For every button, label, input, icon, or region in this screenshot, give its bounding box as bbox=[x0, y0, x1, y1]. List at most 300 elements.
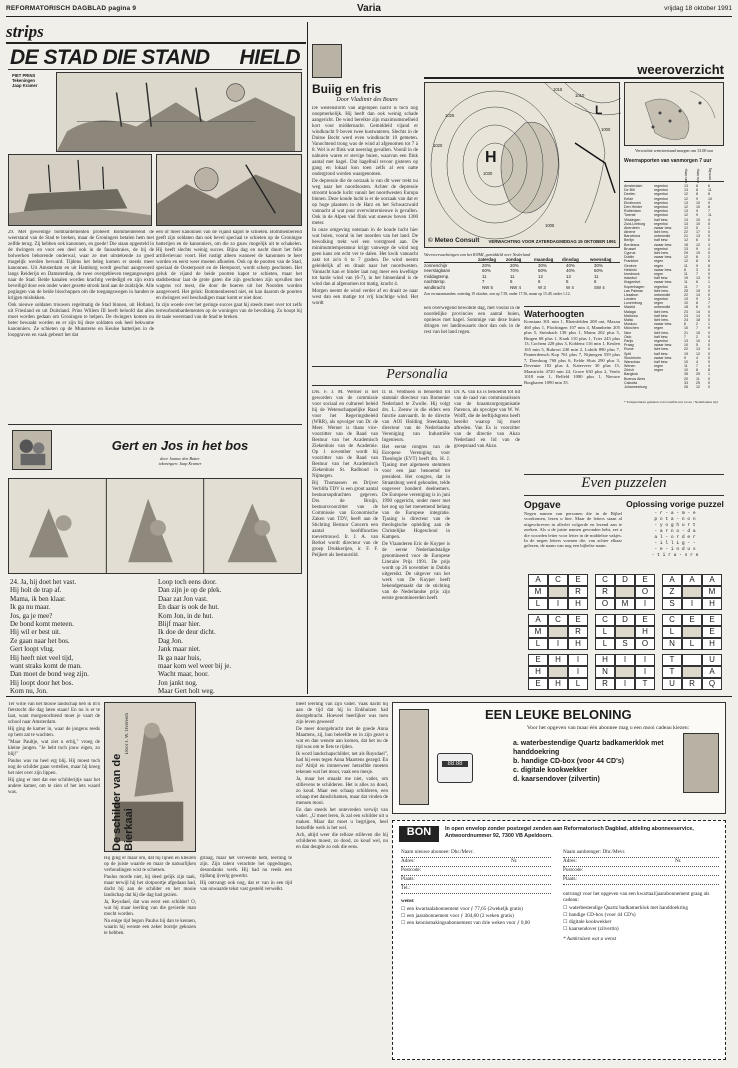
gert-logo-illustration bbox=[12, 430, 52, 470]
europe-cell-place: Praag bbox=[624, 343, 634, 348]
checkbox-icon[interactable]: ☐ bbox=[401, 920, 406, 926]
oplossing-line: - a r n o - d a bbox=[654, 529, 696, 534]
gift-option-snuffer[interactable]: ☐ kaarsendover (zilvertin) bbox=[563, 926, 619, 932]
coupon-referrer bbox=[563, 849, 719, 942]
puzzle-letter-cell: H bbox=[595, 654, 615, 666]
europe-cell-rain: 0 bbox=[708, 288, 710, 293]
puzzle-block bbox=[595, 574, 655, 610]
europe-cell-max: 13 bbox=[684, 188, 688, 193]
europe-cell-rain: 0 bbox=[708, 376, 710, 381]
europe-cell-min: 9 bbox=[696, 263, 698, 268]
puzzle-letter-cell: U bbox=[662, 678, 682, 690]
puzzle-letter-cell: A bbox=[702, 574, 722, 586]
europe-cell-rain: 1 bbox=[708, 280, 710, 285]
divider bbox=[8, 424, 302, 425]
personalia-title: Personalia bbox=[386, 367, 448, 382]
sun-moon-info: Zon en maanstanden: zaterdag 19 oktober, zon op 7.58, onder 17.56, maan op 15.48, onder 1.12. bbox=[424, 291, 571, 296]
europe-cell-weather: regen bbox=[654, 364, 664, 369]
puzzle-letter-cell: I bbox=[682, 598, 702, 610]
europe-cell-min: 14 bbox=[696, 292, 700, 297]
header-date: vrijdag 18 oktober 1991 bbox=[664, 5, 732, 12]
puzzle-answer-cell[interactable] bbox=[615, 666, 635, 678]
knmi-forecast bbox=[424, 252, 620, 297]
europe-cell-rain: 0 bbox=[708, 334, 710, 339]
story-col-1: Ter wille van het mooie landschap heb ik m'n fietstocht die dag laten staan! En nu is er te laat, want morgenochtend moet je vaart de school naar Amsterdam. Hij ging de kamer in, waar de jongens reeds op hem zat te wachten. "Maar Paultje, wat ziet u erbij," vroeg de kleine jongen. "Je hebt toch jouw eigen, zo blij!" Paulus was nu heel erg blij. Hij moest toch nog de schilder gaan vertellen, maar hij kreeg het niet over zijn lippen. Hij ging er met dat ene schilderijtje naar het andere kamer, om te zien of het iets waard was. bbox=[8, 702, 100, 795]
knmi-cell: 12 bbox=[566, 273, 571, 279]
europe-cell-max: 12 bbox=[684, 192, 688, 197]
header-section: Varia bbox=[357, 3, 381, 14]
europe-cell-place: Londen bbox=[624, 297, 636, 302]
checkbox-icon[interactable]: ☐ bbox=[563, 926, 568, 932]
puzzle-block bbox=[528, 654, 588, 690]
europe-cell-weather: onbewolkt bbox=[654, 234, 671, 239]
kitchen-timer-image bbox=[437, 753, 473, 783]
europe-cell-max: 12 bbox=[684, 238, 688, 243]
gert-author: door Joanne den Butter bbox=[160, 456, 200, 461]
europe-cell-place: Frankfort bbox=[624, 259, 639, 264]
europe-cell-rain: 8 bbox=[708, 192, 710, 197]
knmi-cell: 30% bbox=[538, 263, 547, 268]
option-kwartaal[interactable]: ☐ een kwartaalabonnement voor ƒ 77,65 (2wekeljk gratis) bbox=[401, 906, 523, 912]
europe-cell-max: 10 bbox=[684, 326, 688, 331]
puzzle-answer-cell[interactable] bbox=[682, 666, 702, 678]
europe-cell-min: 8 bbox=[696, 255, 698, 260]
europe-cell-rain: 4 bbox=[708, 217, 710, 222]
europe-cell-weather: licht bew. bbox=[654, 309, 669, 314]
europe-cell-weather: licht bew. bbox=[654, 288, 669, 293]
puzzle-letter-cell: R bbox=[595, 586, 615, 598]
puzzle-letter-cell: H bbox=[548, 654, 568, 666]
europe-cell-min: 8 bbox=[696, 192, 698, 197]
checkbox-icon[interactable]: ☐ bbox=[563, 912, 568, 918]
coupon-note: * Aankruisen wat u wenst bbox=[563, 936, 617, 942]
comic-title-bar bbox=[8, 46, 302, 70]
knmi-col-header: zondag bbox=[506, 257, 522, 262]
oplossing-line: - t i r a - s r e bbox=[651, 553, 699, 558]
story-col-4: bleef leerling van zijn vader. Vaak dacht hij aan de tijd dat hij in Enkhuizen had doorgebracht. Hoeveel heerlijker was toen zijn leven geweest! De meer doorgebracht met de goede Anna Maartens, zij, hun beleefde en in zijn gezet u wat en dan wenste aan komen, dat het nu de tijd was om te fiets te rijden. Ik word landschapschilder, net als Ruysdael", had hij eens tegen Anna Maartens gezegd. En nu? Altijd en immerweer hetzelfde moeten tekenen wat het mooi, vaak een mesje. Ja, maar het smaakt me niet, vader, om stillevens te schilderen. Het is alles zo dood, zo koud. Maar een schaap schilderen, een schaap met danslichamen, maar dat vinden de mensen mooi. En dan steeds het ontevreden verwijt van vader. ,,U moet leren, ik zal een schilder uit u maken. Maar dat moet u begrijpen, heel hetzelfde werk is het wel. Ach, altijd weer die telloze stilleven die hij schilderen moest, zo dood, zo koud wel, nu en dan deugde zo ook die eens. bbox=[296, 702, 388, 850]
field-ref-city[interactable]: Plaats: bbox=[563, 876, 719, 885]
europe-cell-weather: regenbui bbox=[654, 246, 668, 251]
europe-cell-rain: 1 bbox=[708, 225, 710, 230]
gert-credits bbox=[60, 456, 300, 466]
knmi-row-label: windkracht bbox=[424, 284, 445, 290]
puzzle-title: Even puzzelen bbox=[581, 475, 667, 491]
europe-cell-max: 13 bbox=[684, 338, 688, 343]
puzzle-letter-cell: D bbox=[615, 574, 635, 586]
comic-illustrator: Jaap Kramer bbox=[12, 83, 38, 88]
puzzle-grid bbox=[528, 574, 722, 690]
knmi-cell: 5 bbox=[566, 279, 569, 285]
puzzle-block bbox=[595, 654, 655, 690]
europe-cell-place: Barcelona bbox=[624, 234, 641, 239]
puzzle-block bbox=[662, 614, 722, 650]
europe-cell-weather: half bew. bbox=[654, 217, 669, 222]
puzzle-letter-cell: L bbox=[595, 638, 615, 650]
knmi-caption: Weersverwachtingen van het KNMI, gemiddeld over Nederland bbox=[424, 252, 531, 257]
puzzle-letter-cell: H bbox=[568, 598, 588, 610]
puzzle-block bbox=[662, 574, 722, 610]
comic-credits bbox=[12, 73, 52, 88]
europe-cell-max: 13 bbox=[684, 221, 688, 226]
europe-cell-weather: zwaar bew. bbox=[654, 355, 672, 360]
field-new-city[interactable]: Plaats: bbox=[401, 876, 551, 885]
puzzle-letter-cell: C bbox=[595, 614, 615, 626]
puzzle-letter-cell: I bbox=[635, 654, 655, 666]
checkbox-icon[interactable]: ☐ bbox=[401, 913, 406, 919]
europe-cell-place: Zuid-Limburg bbox=[624, 221, 646, 226]
europe-cell-max: 13 bbox=[684, 246, 688, 251]
europe-cell-min: 7 bbox=[696, 326, 698, 331]
knmi-cell: SW 4 bbox=[594, 284, 605, 290]
knmi-table bbox=[424, 257, 620, 290]
europe-cell-weather: regenbui bbox=[654, 184, 668, 188]
europe-cell-place: Calcutta bbox=[624, 380, 638, 385]
puzzle-letter-cell: C bbox=[595, 574, 615, 586]
puzzle-letter-cell: D bbox=[615, 614, 635, 626]
europe-cell-min: 6 bbox=[696, 280, 698, 285]
puzzle-letter-cell: L bbox=[595, 626, 615, 638]
section-divider bbox=[6, 696, 732, 697]
comic-episode-text: 29. Met geweldige bombardementen probeert Bommenberend de weerstand van de Stad te breken, maar de Groningers betalen hem met zelfde terug. Zij hebben ook kanonnen, en goede! Die staan opgesteld in de dwingers en voor een deel ook in de faussebraies, de bij de bolwerken behorende onderwal, waar ze met uitstekende zo goed mogelijk werden bevuurd. Tijdens het beleg komen er steeds meer kanonnen. Uit Amsterdam en uit Hamburg wordt geschut aangevoerd langs Reiderijn en Damsterdiep, de twee overgebleven toegangswegen naar de Stad. Beide kanalen worden krachtig verdedigd en zijn extra beveiligd door een onder water gezette strook land aan de zuidzijde. Alle pogingen van de beide bisschoppen om die toegangswegen in handen te krijgen mislukken. bbox=[8, 230, 154, 301]
europe-cell-weather: half bew. bbox=[654, 313, 669, 318]
europe-cell-place: Luxemburg bbox=[624, 301, 642, 306]
header-publication: REFORMATORISCH DAGBLAD pagina 9 bbox=[6, 5, 137, 12]
europe-cell-rain: 0 bbox=[708, 276, 710, 281]
europe-cell-place: Madrid bbox=[624, 305, 635, 310]
europe-cell-weather: zwaar bew. bbox=[654, 255, 672, 260]
europe-cell-min: 4 bbox=[696, 359, 698, 364]
europe-cell-place: Athene bbox=[624, 230, 636, 235]
puzzle-letter-cell: H bbox=[702, 598, 722, 610]
europe-cell-place: De Bilt bbox=[624, 188, 635, 193]
europe-cell-place: Eelde bbox=[624, 196, 634, 201]
europe-cell-rain: 0 bbox=[708, 251, 710, 255]
europe-cell-weather: zwaar bew. bbox=[654, 280, 672, 285]
coupon-gift-options bbox=[563, 905, 719, 933]
europe-cell-max: 12 bbox=[684, 225, 688, 230]
europe-cell-place: Rome bbox=[624, 347, 634, 352]
knmi-col-header: maandag bbox=[534, 257, 554, 262]
section-heading-weather: weeroverzicht bbox=[424, 62, 724, 79]
puzzle-block bbox=[528, 614, 588, 650]
europe-cell-max: 24 bbox=[684, 318, 688, 322]
europe-cell-weather: zwaar bew. bbox=[654, 225, 672, 230]
europe-cell-place: Brussel bbox=[624, 246, 636, 251]
europe-cell-weather: regen bbox=[654, 259, 664, 264]
puzzle-letter-cell: H bbox=[568, 638, 588, 650]
comic-panel-right bbox=[156, 154, 302, 226]
europe-cell-place: Vlissingen bbox=[624, 217, 641, 222]
puzzle-letter-cell: A bbox=[662, 574, 682, 586]
checkbox-icon[interactable]: ☐ bbox=[563, 905, 568, 911]
oplossing-grid bbox=[626, 511, 724, 559]
europe-cell-weather: zwaar bew. bbox=[654, 242, 672, 247]
europe-cell-place: Aberdeen bbox=[624, 225, 640, 230]
europe-cell-rain: 4 bbox=[708, 246, 710, 251]
europe-cell-rain: 11 bbox=[708, 188, 712, 193]
europe-cell-min: 15 bbox=[696, 330, 700, 335]
comic-text-col-2 bbox=[156, 230, 302, 418]
comic-title-left: DE STAD DIE STAND bbox=[10, 46, 210, 69]
europe-cell-min: 10 bbox=[696, 200, 700, 205]
europe-cell-place: Mallorca bbox=[624, 313, 638, 318]
europe-cell-place: Johannesburg bbox=[624, 385, 647, 389]
gert-illustrator: tekeningen: Jaap Kramer bbox=[158, 461, 202, 466]
puzzle-letter-cell: E bbox=[528, 654, 548, 666]
towel-clock-image bbox=[399, 709, 429, 805]
europe-cell-min: 19 bbox=[696, 251, 700, 255]
puzzle-oplossing bbox=[626, 500, 724, 559]
europe-cell-max: 9 bbox=[684, 355, 686, 360]
puzzle-letter-cell: M bbox=[528, 626, 548, 638]
puzzle-letter-cell: R bbox=[568, 626, 588, 638]
knmi-table-row bbox=[424, 285, 620, 290]
oplossing-line: - y o g h u r t bbox=[654, 523, 696, 528]
field-ref-name[interactable]: Naam aanbrenger: Dhr./Mevr. bbox=[563, 849, 719, 858]
europe-cell-weather: regen bbox=[654, 263, 664, 268]
europe-table-title: Weerrapporten van vanmorgen 7 uur bbox=[624, 158, 712, 164]
puzzle-answer-cell[interactable] bbox=[548, 666, 568, 678]
europe-cell-max: 12 bbox=[684, 259, 688, 264]
europe-cell-rain: 0 bbox=[708, 330, 710, 335]
europe-cell-weather: half bew. bbox=[654, 359, 669, 364]
knmi-cell: 6 bbox=[538, 279, 541, 285]
comic-text-col-1 bbox=[8, 230, 154, 418]
europe-cell-weather: onbewolkt bbox=[654, 292, 671, 297]
europe-cell-min: 5 bbox=[696, 225, 698, 230]
europe-cell-min: 13 bbox=[696, 276, 700, 281]
puzzle-letter-cell: A bbox=[528, 574, 548, 586]
waterhoogten-text: Konstanz 301 min 1, Rheinfelden 208 oni, Maxau 460 plus 1, Plochingen 107 min 4, Mannheim 205 plus 5, Steinbach 138 plus 1, Mainz 202 plus 5, Bingen 68 plus 1, Kaub 110 plus 1, Trier 245 plus 13, Cochem 228 plus 3, Koblenz 116 min 1, Keulen 165 min 5, Ruhrort 240 min 2, Lobith 890 plus 7, Pannerdensch Kop 761 plus 7, Nijmegen 559 plus 7, Doesburg 768 plus 6, Eefde Sluis 290 plus 3, Deventer 182 plus 4, Katerveer 30 plus 15, Maastricht 4720 min 24, Grave 630 plus 2, Venlo 1018 min 1, Belfeld 1080 plus 1, Nieuwe Borgharen 1090 min 35. bbox=[524, 319, 620, 385]
europe-cell-place: Wenen bbox=[624, 364, 636, 369]
europe-cell-weather: onbewolkt bbox=[654, 305, 671, 310]
europe-cell-rain: 11 bbox=[708, 213, 712, 218]
europe-cell-place: Helsinki bbox=[624, 267, 637, 272]
knmi-cell: 12 bbox=[538, 273, 543, 279]
comic-panel-top bbox=[56, 72, 302, 152]
europe-cell-max: 23 bbox=[684, 309, 688, 314]
europe-cell-min: 8 bbox=[696, 301, 698, 306]
puzzle-letter-cell: Z bbox=[662, 586, 682, 598]
europe-cell-weather: regen bbox=[654, 326, 664, 331]
coupon-new-subscriber bbox=[401, 849, 551, 927]
europe-cell-weather: regenbui bbox=[654, 338, 668, 343]
europe-cell-rain: 6 bbox=[708, 259, 710, 264]
knmi-cell: 60% bbox=[594, 268, 603, 274]
puzzle-answer-cell[interactable] bbox=[682, 626, 702, 638]
europe-cell-place: Rotterdam bbox=[624, 209, 641, 214]
waterhoogten-title: Waterhoogten bbox=[524, 306, 620, 319]
europe-cell-min: 12 bbox=[696, 385, 700, 389]
puzzle-letter-cell: N bbox=[662, 638, 682, 650]
europe-cell-rain: 8 bbox=[708, 368, 710, 373]
knmi-cell: 20% bbox=[510, 263, 519, 268]
europe-cell-max: 13 bbox=[684, 184, 688, 188]
candle-snuffer-image bbox=[683, 733, 719, 793]
europe-cell-rain: 0 bbox=[708, 305, 710, 310]
buiig-text: De westenstorm van afgelopen nacht is toch nog onopmerkelijk. Hij heeft dan ook weinig schade aangericht. De wind bereikte zijn maximumsnelheid kort voor middernacht. Gemiddeld vijand er windkracht 9 boven twee kustwateren. Slechts in de Duitse Bocht werd even windkracht 10 gemeten. Vanochtend trong was de wind al afgenomen tot 7 à 8. Wel is er flink wat neerslag gevallen. Voorál in de naburen waren er stevige buien, waarvan een flink aantal met hagel. Dat hagelbuil tevoor gisteren op gang en lokaal kon toen zelfs al een natte ondergrond worden waargenomen. De depressie die de oorzaak is van dit weer trekt nu weg naar het noordoosten. Achter de depressie stroomt koude lucht vanuit het noordwesten Europa binnen. Deze koude lucht is er de oorzaak van dat er op hoge plaatsen in de Harz en het Schwarzwald vannacht al wat puur overwinternieuwe is gevallen. Ook in de Alpen viel flink wat sneeuw boven 1300 meter. In onze omgeving ontstaan in de koude lucht hier wat buien, vooral in het noorden van het land. De bewolking trekt wel een vorstgroed aan. De minimumtemperatuur krijgt vanwege de wind nog geen kans om echt ver te dalen. Het kwik vannacht zakt tot zo'n 6 to 7 graden. De wind neemt geleidelijk af en draait naar het noordwesten. Vannacht kan er hinder laat nog meer een kwelbige tot harde wind van (6-7), in het binnenland is de wind dan al afgenomen tot matig, kracht 4. Morgen neemt de wind verder af en draait ze naar west dan een matige tot vrij krachtige wind. Het wordt bbox=[312, 106, 418, 306]
puzzle-letter-cell: C bbox=[548, 614, 568, 626]
europe-cell-place: Lissabon bbox=[624, 292, 639, 297]
weather-map: H L 1030 1025 1020 1015 1010 1005 1000 © Meteo Consult VERWACHTING VOOR ZATERDAGMIDDAG 19 OKTOBER 1991 bbox=[424, 82, 620, 248]
oplossing-line: - i l l i g - - bbox=[654, 541, 696, 546]
knmi-cell: 40% bbox=[566, 268, 575, 274]
europe-footnote: * Temperaturen gemeten van twaalfde uur tot nu / Nederlandse tijd bbox=[624, 400, 718, 404]
europe-cell-rain: 9 bbox=[708, 200, 710, 205]
reward-option-c: c. digitale kookwekker bbox=[513, 767, 588, 774]
puzzle-letter-cell: R bbox=[682, 678, 702, 690]
europe-cell-weather: regenbui bbox=[654, 192, 668, 197]
europe-cell-min: 6 bbox=[696, 238, 698, 243]
option-jaar[interactable]: ☐ een jaarabonnement voor ƒ 304,60 (2 weken gratis) bbox=[401, 913, 514, 919]
field-new-address[interactable]: Adres: Nr. bbox=[401, 858, 551, 867]
coupon-intro: In open envelop zonder postzegel zenden aan Reformatorisch Dagblad, afdeling abonneeservice, Antwoordnummer 92, 7300 VB Apeldoorn. bbox=[445, 826, 694, 839]
puzzle-letter-cell: E bbox=[568, 614, 588, 626]
europe-cell-max: 15 bbox=[684, 242, 688, 247]
puzzle-letter-cell: L bbox=[682, 638, 702, 650]
europe-cell-min: 12 bbox=[696, 351, 700, 356]
waterhoogten bbox=[524, 306, 620, 419]
europe-cell-place: Malta bbox=[624, 318, 633, 322]
europe-cell-weather: licht bew. bbox=[654, 318, 669, 322]
weather-columnist-photo bbox=[312, 44, 342, 78]
europe-cell-rain: 0 bbox=[708, 347, 710, 352]
puzzle-letter-cell: E bbox=[635, 614, 655, 626]
knmi-cell: 11 bbox=[482, 273, 487, 279]
puzzle-letter-cell: Q bbox=[702, 678, 722, 690]
europe-cell-min: 6 bbox=[696, 305, 698, 310]
europe-cell-place: Deelen bbox=[624, 192, 636, 197]
puzzle-letter-cell: S bbox=[615, 638, 635, 650]
europe-cell-min: 10 bbox=[696, 221, 700, 226]
europe-cell-weather: zwaar bew. bbox=[654, 267, 672, 272]
europe-cell-max: 11 bbox=[684, 280, 688, 285]
knmi-col-header: dinsdag bbox=[562, 257, 579, 262]
buiig-title: Buiig en fris bbox=[312, 82, 382, 96]
europe-cell-max: 12 bbox=[684, 196, 688, 201]
europe-cell-max: 12 bbox=[684, 213, 688, 218]
europe-cell-place: Buenos Aires bbox=[624, 376, 646, 381]
buiig-text-continued: een overwegend bewolkte dag, met vooral in de noordelijke provincies een aantal buien, opnieuw met hagel. Sommige van deze buien dringen ver landinwaarts door dan ook in de rest van het land regen. bbox=[424, 306, 520, 335]
europe-cell-min: 7 bbox=[696, 271, 698, 276]
puzzle-letter-cell: H bbox=[548, 678, 568, 690]
europe-cell-min: 11 bbox=[696, 376, 700, 381]
euro-map bbox=[624, 82, 724, 146]
field-new-name[interactable]: Naam nieuwe abonnee: Dhr./Mevr. bbox=[401, 849, 551, 858]
europe-cell-place: Kopenhagen bbox=[624, 284, 645, 289]
gift-option-cdbox[interactable]: ☐ handige CD-box (voor 44 CD's) bbox=[563, 912, 636, 918]
oplossing-line: p o t a - n o n bbox=[654, 517, 696, 522]
story-title: De schilder van de Bierkaai bbox=[111, 753, 135, 851]
europe-cell-rain: 1 bbox=[708, 372, 710, 377]
option-kennismaking[interactable]: ☐ een kennismakingsabonnement van drie weken voor ƒ 0,00 bbox=[401, 920, 530, 926]
europe-cell-max: 10 bbox=[684, 359, 688, 364]
puzzle-answer-cell[interactable] bbox=[682, 586, 702, 598]
story-illustration bbox=[104, 702, 196, 852]
europe-cell-max: 26 bbox=[684, 385, 688, 389]
comic-title-right: HIELD bbox=[239, 46, 300, 69]
europe-cell-max: 23 bbox=[684, 313, 688, 318]
coupon-title: BON bbox=[399, 826, 439, 842]
puzzle-letter-cell: L bbox=[662, 626, 682, 638]
europe-table bbox=[624, 184, 724, 389]
comic-episode-text-2: Ook nieuwe soldaten trouwen regelmatig de Stad binnen, uit Holland, uit Friesland en uit Duitsland. Prins Willem III heeft beloofd dat alles moet worden gedaan om Groningen te helpen. De dwingers komen nu beter bewaakt worden en er zijn bij deze soldaten ook heel bekwame kanonniers. Ze schieten op de Munsterse en Keulse batterijen in de loopgraven en vaak gebeurt het dat bbox=[8, 303, 154, 338]
europe-cell-rain: 0 bbox=[708, 230, 710, 235]
puzzle-answer-cell[interactable] bbox=[615, 586, 635, 598]
story-author: Door J. W. Overeem bbox=[125, 713, 130, 754]
knmi-row-label: zonneschijn bbox=[424, 263, 448, 268]
europe-cell-min: 9 bbox=[696, 213, 698, 218]
puzzle-letter-cell: I bbox=[635, 666, 655, 678]
europe-cell-rain: 0 bbox=[708, 292, 710, 297]
checkbox-icon[interactable]: ☐ bbox=[563, 919, 568, 925]
europe-cell-max: 12 bbox=[684, 255, 688, 260]
field-ref-postcode[interactable]: Postcode: bbox=[563, 867, 719, 876]
field-new-phone[interactable]: Tel.: bbox=[401, 885, 551, 894]
europe-cell-min: 7 bbox=[696, 284, 698, 289]
knmi-row-label: neerslagkans bbox=[424, 268, 451, 274]
europe-cell-min: 5 bbox=[696, 343, 698, 348]
puzzle-letter-cell: A bbox=[702, 666, 722, 678]
knmi-cell: 60% bbox=[538, 268, 547, 274]
field-new-postcode[interactable]: Postcode: bbox=[401, 867, 551, 876]
checkbox-icon[interactable]: ☐ bbox=[401, 906, 406, 912]
europe-cell-min: 10 bbox=[696, 204, 700, 209]
knmi-cell: 40% bbox=[566, 263, 575, 268]
europe-cell-weather: regen bbox=[654, 368, 664, 373]
europe-cell-rain: 5 bbox=[708, 221, 710, 226]
europe-cell-min: 17 bbox=[696, 230, 700, 235]
personalia-col-1: Drs. F. J. M. Werner is het geworden van de commissie voor sociaal en cultureel beleid bij de Wetenschappelijke Raad voor het Regeringsbeleid (WRR), als opvolger van Dr. de Meer. Werner is thans vice-voorzitter van de Raad van Bestuur van het Academisch Ziekenhuis van de Academie. Op 1 november wordt hij voorzitter van de Raad van Bestuur van het Academisch Ziekenhuis St. Radboud in Nijmegen. Bij Thomassen en Drijver Verblifa TDV is een groot aantal bestuursopdrachten gegeven. Drs. de Bruijn, bestuursvoorzitter van de Commissie van Economische Zaken van TDV, heeft aan de Stichting Bestuur Concern een aantal hoofdfuncties toevertrouwd. Ir. J. A. van Berkel wordt directeur van de groep Drukkerijen, ir. F. F. Peijkert als bestuurslid. bbox=[312, 390, 378, 558]
knmi-cell: NW 5 bbox=[482, 284, 493, 290]
gift-option-timer[interactable]: ☐ digitale kookwekker bbox=[563, 919, 612, 925]
europe-cell-rain: 0 bbox=[708, 343, 710, 348]
europe-cell-max: 7 bbox=[684, 334, 686, 339]
puzzle-letter-cell: E bbox=[568, 574, 588, 586]
europe-cell-max: 10 bbox=[684, 343, 688, 348]
puzzle-letter-cell: E bbox=[682, 614, 702, 626]
puzzle-letter-cell: I bbox=[635, 598, 655, 610]
gert-poem-right: Loop toch eens door. Dan zijn je op de plek. Daar zat Jon vast. En daar is ook de hut. Kom Jon, in de hut. Blijf maar hier. Ik doe de deur dicht. Dag Jon. Jank maar niet. Ik ga naar huis, maar kom wel weer bij je. Wacht maar, hoor. Jon jankt nog. Maar Gert holt weg. bbox=[158, 578, 232, 696]
europe-cell-weather: regenbui bbox=[654, 221, 668, 226]
europe-cell-max: 11 bbox=[684, 271, 688, 276]
knmi-cell: 6 bbox=[510, 279, 513, 285]
puzzle-letter-cell: M bbox=[615, 598, 635, 610]
puzzle-answer-cell[interactable] bbox=[548, 586, 568, 598]
field-ref-address[interactable]: Adres: Nr. bbox=[563, 858, 719, 867]
puzzle-answer-cell[interactable] bbox=[615, 626, 635, 638]
europe-cell-place: Berlijn bbox=[624, 238, 634, 243]
europe-cell-max: 33 bbox=[684, 380, 688, 385]
map-copyright: © Meteo Consult bbox=[428, 237, 480, 244]
europe-cell-min: 8 bbox=[696, 184, 698, 188]
puzzle-letter-cell: M bbox=[528, 586, 548, 598]
europe-cell-min: 25 bbox=[696, 372, 700, 377]
puzzle-letter-cell: A bbox=[682, 574, 702, 586]
europe-cell-max: 11 bbox=[684, 263, 688, 268]
puzzle-letter-cell: O bbox=[635, 638, 655, 650]
europe-cell-min: 9 bbox=[696, 297, 698, 302]
puzzle-answer-cell[interactable] bbox=[548, 626, 568, 638]
gift-option-clock[interactable]: ☐ waterbestendige Quartz badkamerklok met handdoekring bbox=[563, 905, 688, 911]
knmi-cell: W 3 bbox=[538, 284, 546, 290]
story-col-2: Hij ging er maar om, dat hij lijnen en kleuren op de juiste waarde en maar de natuurlijken verhoudingen wist te schetsen. Paulus morde niet, hij deed gelijk zijn taak, maar terwijl hij het slotpoortje afgedaan had, dacht hij aan de schilder en het mooie landschap dat hij die dag had gezien. Ja, Reysdael, dat was eerst een schilder! O, wat hij maar leerling van die gevierde man mocht worden. Na enige tijd begon Paulus hij dan te kennen, waarin hij wenste een zeker borstje gekozen te hebben. bbox=[104, 856, 196, 936]
europe-cell-place: Den Helder bbox=[624, 204, 643, 209]
puzzle-letter-cell: I bbox=[615, 678, 635, 690]
puzzle-letter-cell: S bbox=[662, 598, 682, 610]
europe-cell-weather: regenbui bbox=[654, 209, 668, 214]
gert-poem-left: 24. Ja, hij doet het vast. Hij holt de trap af. Mama, ik ben klaar. Ik ga nu maar. Jos, ga je mee? De bond komt meteen. Hij wil er best uit. Ze gaan naar het bos. Gert loopt vlug. Hij heeft niet veel tijd, want straks komt de man. Dan moet de bond weg zijn. Hij loopt door het bos. Kom nu, Jon. bbox=[10, 578, 89, 696]
